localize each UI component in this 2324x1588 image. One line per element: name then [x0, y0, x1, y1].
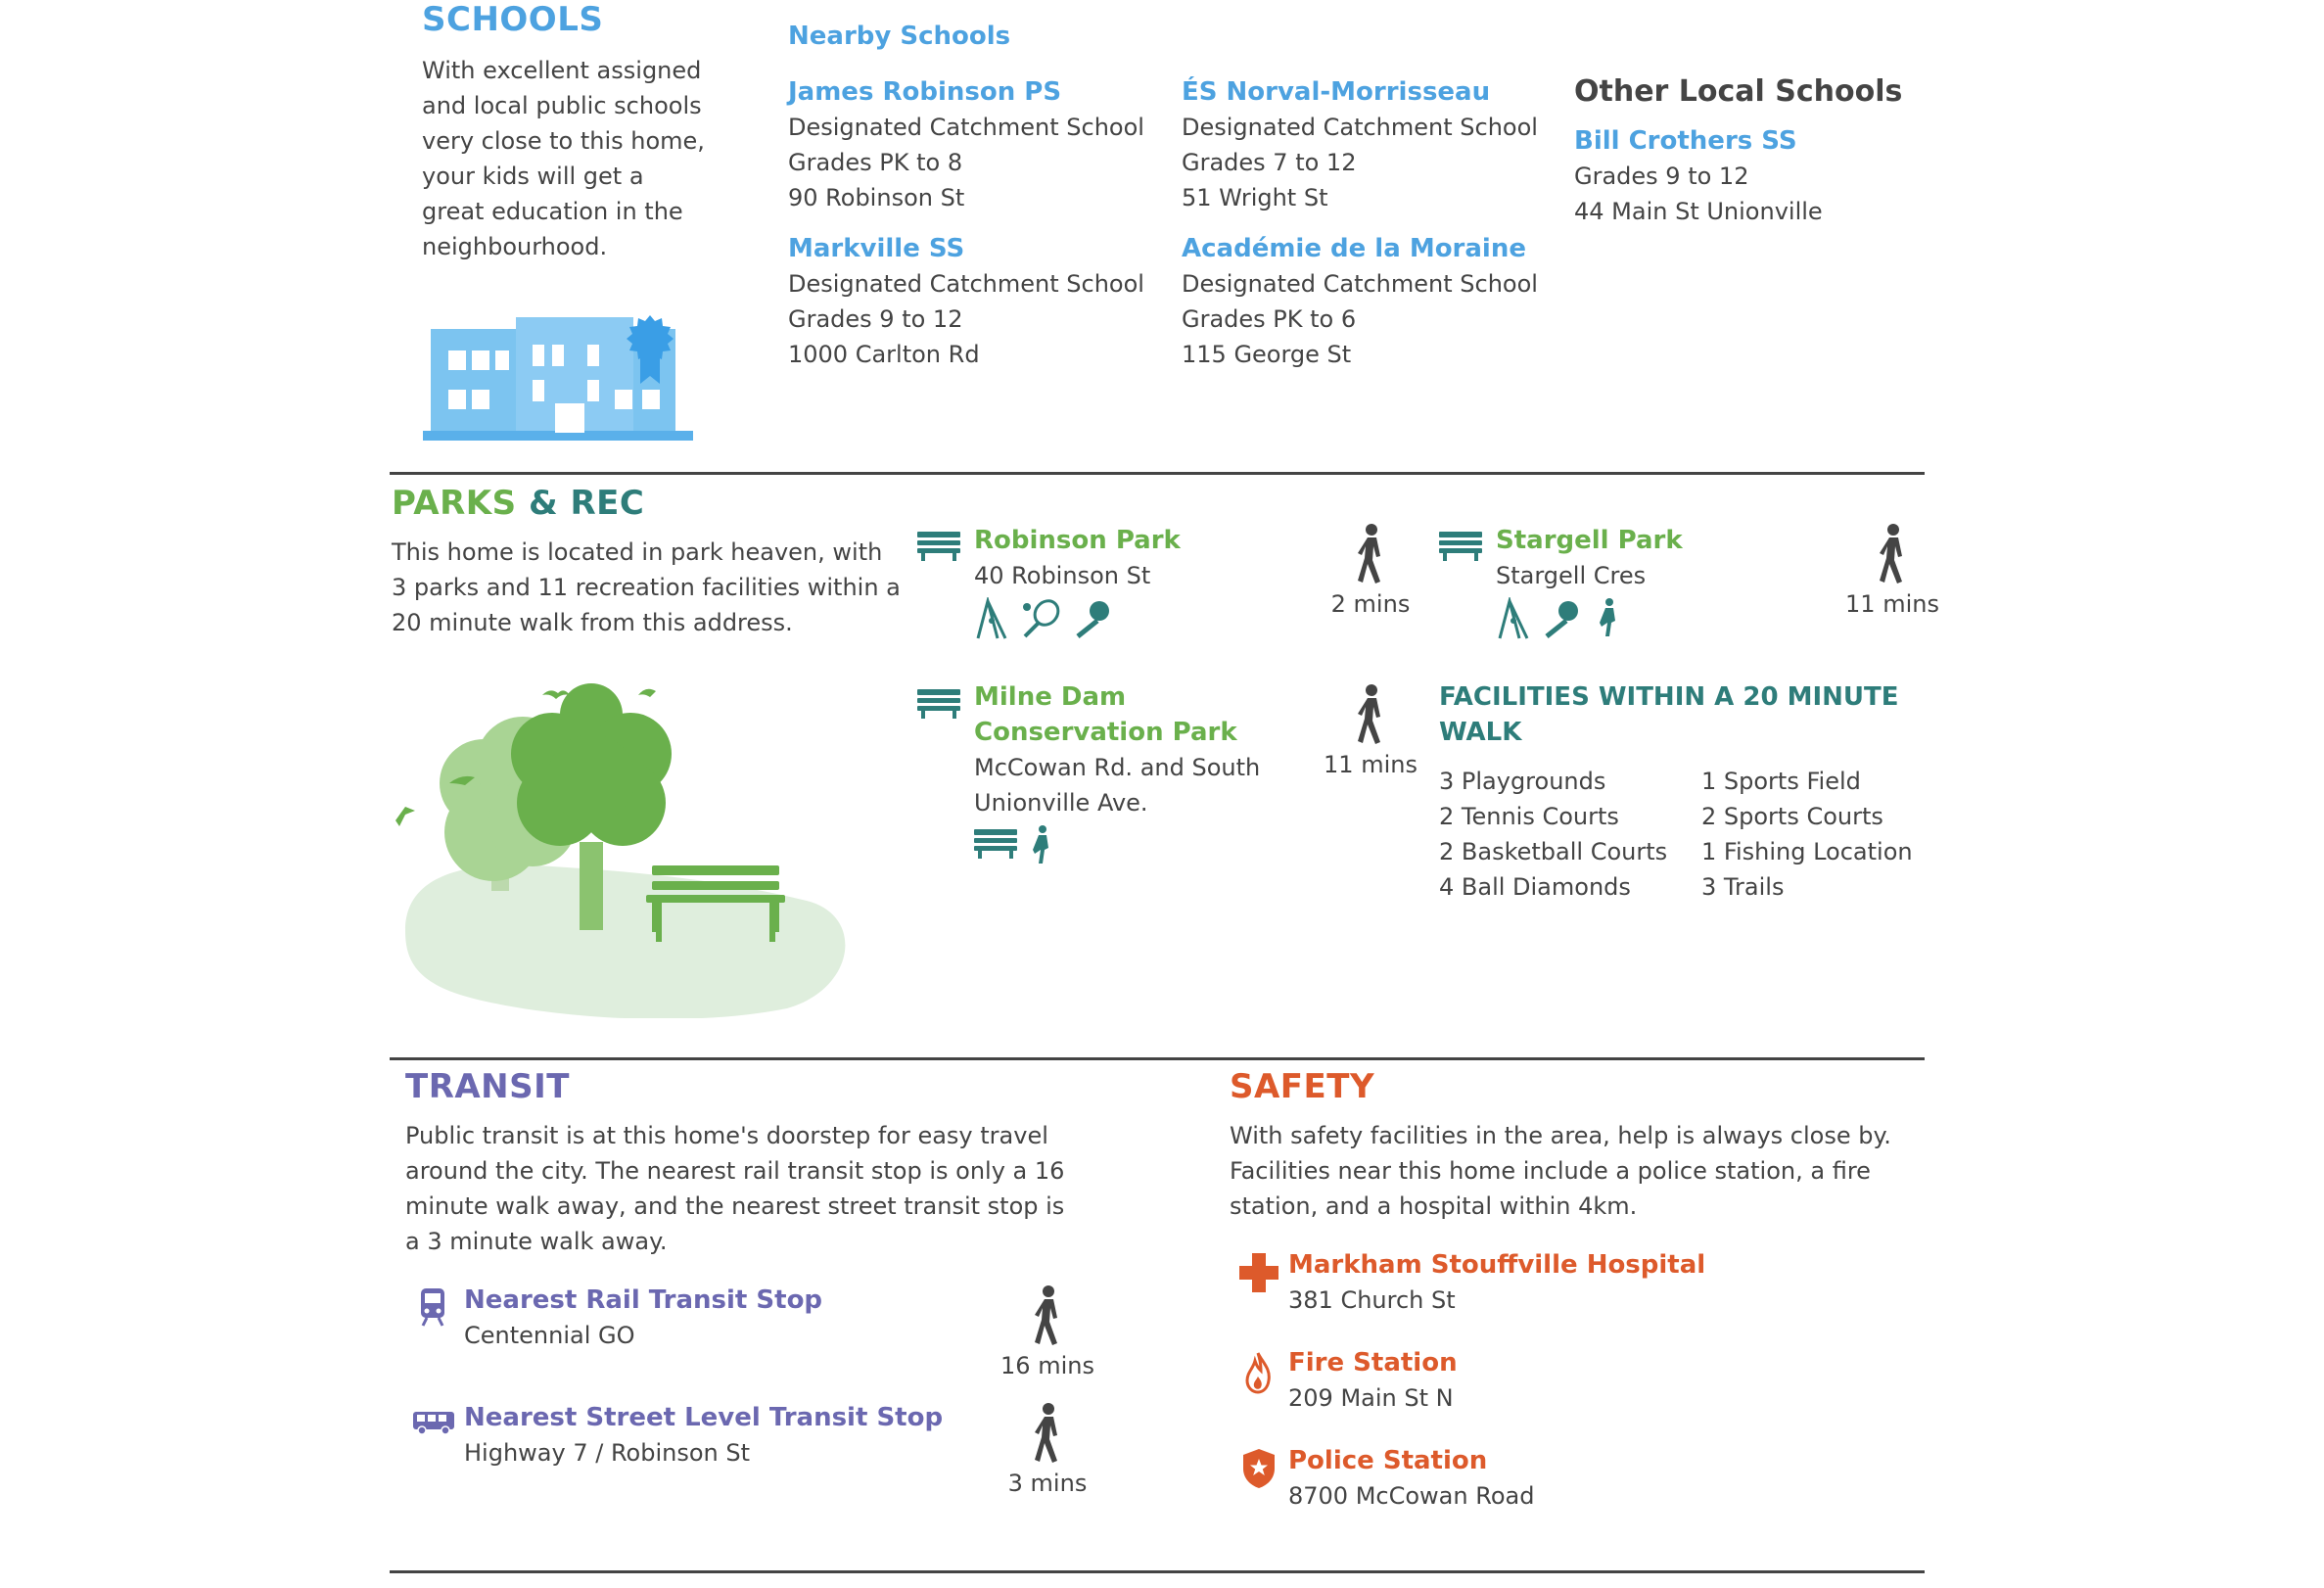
school-building-illustration — [423, 305, 693, 443]
school-name[interactable]: Académie de la Moraine — [1182, 234, 1526, 263]
train-icon — [417, 1286, 448, 1328]
facility-item: 4 Ball Diamonds — [1439, 873, 1631, 901]
safety-facility-address: 381 Church St — [1288, 1286, 1456, 1314]
walking-person-icon — [1028, 1402, 1067, 1465]
school-detail: 44 Main St Unionville — [1574, 198, 1823, 225]
parks-description: This home is located in park heaven, with 3 parks and 11 recreation facilities within a 20 minute walk from this address. — [392, 538, 901, 636]
safety-card — [1288, 1247, 1705, 1318]
park-address: McCowan Rd. and South Unionville Ave. — [974, 754, 1261, 817]
nearby-schools-heading: Nearby Schools — [788, 22, 1011, 51]
police-badge-icon — [1241, 1447, 1277, 1490]
park-card — [974, 679, 1307, 867]
school-detail: Grades 9 to 12 — [788, 305, 963, 333]
transit-stop-name[interactable]: Nearest Rail Transit Stop — [464, 1285, 823, 1315]
school-detail: Designated Catchment School — [788, 114, 1144, 141]
facilities-heading: FACILITIES WITHIN A 20 MINUTE WALK — [1439, 682, 1899, 747]
section-divider — [390, 1570, 1925, 1573]
playground-icon — [974, 597, 1009, 640]
trail-icon — [1027, 824, 1056, 867]
school-detail: Grades PK to 8 — [788, 149, 963, 176]
safety-title: SAFETY — [1230, 1067, 1375, 1106]
school-name[interactable]: ÉS Norval-Morrisseau — [1182, 77, 1491, 107]
transit-title: TRANSIT — [405, 1067, 570, 1106]
walk-time — [989, 1402, 1106, 1498]
school-name[interactable]: Bill Crothers SS — [1574, 126, 1797, 156]
transit-stop-detail: Centennial GO — [464, 1322, 635, 1349]
park-card — [974, 523, 1181, 640]
park-address: Stargell Cres — [1496, 562, 1647, 589]
park-illustration — [395, 676, 865, 1018]
facility-item: 3 Playgrounds — [1439, 768, 1606, 795]
bench-icon — [974, 824, 1017, 864]
section-divider — [390, 472, 1925, 475]
playground-icon — [1496, 597, 1531, 640]
parks-title-a: PARKS — [392, 484, 517, 523]
bench-icon — [917, 689, 960, 719]
walking-person-icon — [1873, 523, 1912, 585]
facilities-list-2 — [1701, 764, 1913, 905]
park-name[interactable]: Robinson Park — [974, 526, 1181, 555]
walk-time-label: 2 mins — [1330, 590, 1411, 618]
facility-item: 1 Fishing Location — [1701, 838, 1913, 865]
school-detail: Grades 9 to 12 — [1574, 163, 1749, 190]
park-name[interactable]: Milne Dam Conservation Park — [974, 682, 1237, 747]
walk-time — [989, 1284, 1106, 1380]
safety-facility-address: 8700 McCowan Road — [1288, 1482, 1535, 1510]
school-card — [1182, 231, 1538, 372]
school-card — [788, 74, 1144, 215]
facility-item: 3 Trails — [1701, 873, 1785, 901]
facility-item: 1 Sports Field — [1701, 768, 1861, 795]
transit-stop-name[interactable]: Nearest Street Level Transit Stop — [464, 1403, 944, 1432]
ball-diamond-icon — [1072, 597, 1115, 640]
school-detail: 51 Wright St — [1182, 184, 1328, 211]
bench-icon — [917, 532, 960, 561]
schools-description: With excellent assigned and local public schools very close to this home, your kids will get a great education in the neighbourhood. — [422, 57, 705, 260]
facility-item: 2 Sports Courts — [1701, 803, 1883, 830]
transit-description: Public transit is at this home's doorstep for easy travel around the city. The nearest rail transit stop is only a 16 minute walk away, and the nearest street transit stop is a 3 minute walk away. — [405, 1122, 1065, 1255]
walking-person-icon — [1351, 523, 1390, 585]
school-detail: Grades 7 to 12 — [1182, 149, 1357, 176]
walk-time-label: 16 mins — [1000, 1352, 1094, 1379]
parks-title-b: & REC — [528, 484, 645, 523]
schools-title: SCHOOLS — [422, 0, 604, 39]
ball-diamond-icon — [1541, 597, 1584, 640]
safety-card — [1288, 1443, 1534, 1514]
fire-icon — [1243, 1351, 1273, 1394]
parks-title — [392, 484, 644, 523]
walk-time-label: 11 mins — [1845, 590, 1939, 618]
school-detail: 115 George St — [1182, 341, 1352, 368]
school-detail: Designated Catchment School — [788, 270, 1144, 298]
safety-facility-address: 209 Main St N — [1288, 1384, 1454, 1412]
walk-time-label: 11 mins — [1324, 751, 1418, 778]
walk-time-label: 3 mins — [1007, 1470, 1088, 1497]
park-card — [1496, 523, 1683, 640]
bench-icon — [1439, 532, 1482, 561]
section-divider — [390, 1057, 1925, 1060]
other-schools-heading: Other Local Schools — [1574, 74, 1903, 109]
safety-facility-name[interactable]: Police Station — [1288, 1446, 1488, 1475]
school-card — [1574, 123, 1823, 229]
safety-facility-name[interactable]: Markham Stouffville Hospital — [1288, 1250, 1706, 1280]
school-detail: 1000 Carlton Rd — [788, 341, 980, 368]
walk-time — [1834, 523, 1951, 619]
walking-person-icon — [1351, 683, 1390, 746]
safety-card — [1288, 1345, 1458, 1416]
school-detail: Designated Catchment School — [1182, 114, 1538, 141]
transit-card — [464, 1400, 943, 1471]
walk-time — [1312, 523, 1429, 619]
transit-card — [464, 1283, 822, 1353]
school-card — [788, 231, 1144, 372]
school-name[interactable]: James Robinson PS — [788, 77, 1062, 107]
school-card — [1182, 74, 1538, 215]
walking-person-icon — [1028, 1284, 1067, 1347]
bus-icon — [411, 1410, 456, 1435]
transit-stop-detail: Highway 7 / Robinson St — [464, 1439, 751, 1467]
sports-field-icon — [1594, 597, 1623, 640]
park-address: 40 Robinson St — [974, 562, 1151, 589]
safety-facility-name[interactable]: Fire Station — [1288, 1348, 1458, 1378]
facility-item: 2 Basketball Courts — [1439, 838, 1668, 865]
safety-description: With safety facilities in the area, help is always close by. Facilities near this home include a police station, a fire station, and a hospital within 4km. — [1230, 1122, 1891, 1220]
school-name[interactable]: Markville SS — [788, 234, 965, 263]
tennis-icon — [1019, 597, 1062, 640]
park-name[interactable]: Stargell Park — [1496, 526, 1683, 555]
walk-time — [1312, 683, 1429, 779]
facilities-list-1 — [1439, 764, 1667, 905]
school-detail: Designated Catchment School — [1182, 270, 1538, 298]
hospital-icon — [1237, 1251, 1280, 1294]
school-detail: Grades PK to 6 — [1182, 305, 1357, 333]
school-detail: 90 Robinson St — [788, 184, 965, 211]
facility-item: 2 Tennis Courts — [1439, 803, 1619, 830]
